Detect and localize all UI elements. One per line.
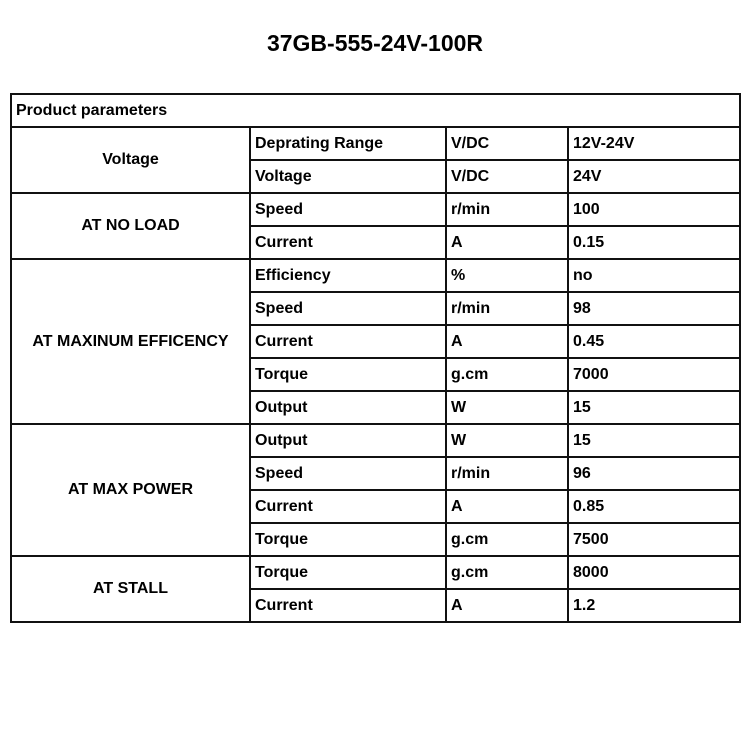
value-cell: 15 (568, 424, 740, 457)
param-cell: Current (250, 589, 446, 622)
value-cell: 1.2 (568, 589, 740, 622)
table-row (11, 193, 740, 226)
unit-cell: A (446, 226, 568, 259)
value-cell: 7500 (568, 523, 740, 556)
param-cell: Deprating Range (250, 127, 446, 160)
unit-cell: g.cm (446, 556, 568, 589)
value-cell: 15 (568, 391, 740, 424)
value-cell: 0.45 (568, 325, 740, 358)
unit-cell: g.cm (446, 523, 568, 556)
unit-cell: W (446, 424, 568, 457)
unit-cell: r/min (446, 292, 568, 325)
param-cell: Torque (250, 523, 446, 556)
unit-cell: V/DC (446, 127, 568, 160)
table-row (11, 127, 740, 160)
unit-cell: r/min (446, 457, 568, 490)
unit-cell: A (446, 490, 568, 523)
group-label: AT STALL (11, 556, 250, 622)
unit-cell: A (446, 325, 568, 358)
value-cell: no (568, 259, 740, 292)
group-label: AT NO LOAD (11, 193, 250, 259)
param-cell: Current (250, 226, 446, 259)
group-label: Voltage (11, 127, 250, 193)
value-cell: 100 (568, 193, 740, 226)
group-label: AT MAXINUM EFFICENCY (11, 259, 250, 424)
table-row (11, 259, 740, 292)
value-cell: 98 (568, 292, 740, 325)
group-label: AT MAX POWER (11, 424, 250, 556)
param-cell: Output (250, 424, 446, 457)
param-cell: Speed (250, 457, 446, 490)
value-cell: 12V-24V (568, 127, 740, 160)
table-header-row (11, 94, 740, 127)
table-header: Product parameters (11, 94, 740, 127)
unit-cell: W (446, 391, 568, 424)
unit-cell: A (446, 589, 568, 622)
value-cell: 8000 (568, 556, 740, 589)
unit-cell: % (446, 259, 568, 292)
value-cell: 24V (568, 160, 740, 193)
value-cell: 7000 (568, 358, 740, 391)
param-cell: Torque (250, 556, 446, 589)
page-title: 37GB-555-24V-100R (266, 30, 484, 56)
unit-cell: r/min (446, 193, 568, 226)
param-cell: Efficiency (250, 259, 446, 292)
param-cell: Speed (250, 193, 446, 226)
table-row (11, 424, 740, 457)
param-cell: Current (250, 325, 446, 358)
unit-cell: g.cm (446, 358, 568, 391)
param-cell: Voltage (250, 160, 446, 193)
param-cell: Output (250, 391, 446, 424)
param-cell: Speed (250, 292, 446, 325)
value-cell: 0.15 (568, 226, 740, 259)
param-cell: Torque (250, 358, 446, 391)
value-cell: 96 (568, 457, 740, 490)
param-cell: Current (250, 490, 446, 523)
table-row (11, 556, 740, 589)
unit-cell: V/DC (446, 160, 568, 193)
product-parameters-table (10, 93, 741, 623)
value-cell: 0.85 (568, 490, 740, 523)
